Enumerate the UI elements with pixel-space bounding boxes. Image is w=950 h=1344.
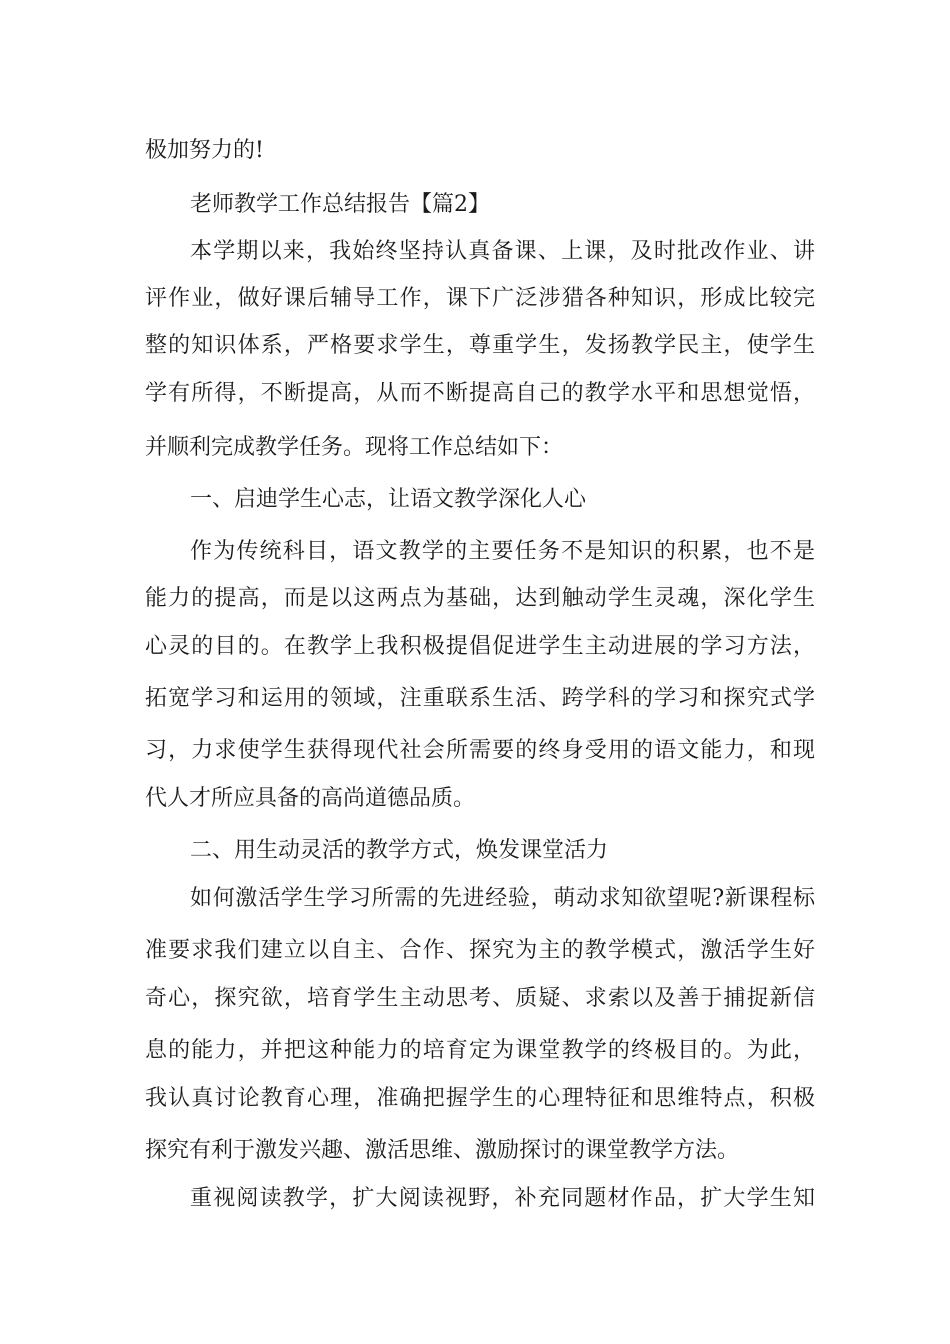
paragraph-line: 整的知识体系，严格要求学生，尊重学生，发扬教学民主，使学生: [145, 333, 815, 358]
paragraph-line: 并顺利完成教学任务。现将工作总结如下：: [145, 435, 564, 460]
paragraph-line: 心灵的目的。在教学上我积极提倡促进学生主动进展的学习方法，: [145, 634, 815, 659]
paragraph-line: 重视阅读教学，扩大阅读视野，补充同题材作品，扩大学生知: [190, 1186, 815, 1211]
paragraph-line: 本学期以来，我始终坚持认真备课、上课，及时批改作业、讲: [190, 239, 815, 264]
paragraph-line: 评作业，做好课后辅导工作，课下广泛涉猎各种知识，形成比较完: [145, 286, 815, 311]
paragraph-line: 习，力求使学生获得现代社会所需要的终身受用的语文能力，和现: [145, 738, 815, 763]
paragraph-line: 息的能力，并把这种能力的培育定为课堂教学的终极目的。为此，: [145, 1038, 815, 1063]
subheading-1: 一、启迪学生心志，让语文教学深化人心: [190, 487, 587, 512]
paragraph-line: 准要求我们建立以自主、合作、探究为主的教学模式，激活学生好: [145, 938, 815, 963]
paragraph-line: 探究有利于激发兴趣、激活思维、激励探讨的课堂教学方法。: [145, 1138, 740, 1163]
paragraph-line: 学有所得，不断提高，从而不断提高自己的教学水平和思想觉悟，: [145, 381, 815, 406]
paragraph-line: 奇心，探究欲，培育学生主动思考、质疑、求索以及善于捕捉新信: [145, 986, 815, 1011]
paragraph-line: 代人才所应具备的高尚道德品质。: [145, 786, 476, 811]
text-line-continuation: 极加努力的!: [145, 138, 264, 163]
section-heading-part-2: 老师教学工作总结报告【篇2】: [190, 192, 490, 217]
paragraph-line: 我认真讨论教育心理，准确把握学生的心理特征和思维特点，积极: [145, 1086, 815, 1111]
paragraph-line: 拓宽学习和运用的领域，注重联系生活、跨学科的学习和探究式学: [145, 686, 815, 711]
paragraph-line: 能力的提高，而是以这两点为基础，达到触动学生灵魂，深化学生: [145, 586, 815, 611]
paragraph-line: 作为传统科目，语文教学的主要任务不是知识的积累，也不是: [190, 539, 815, 564]
subheading-2: 二、用生动灵活的教学方式，焕发课堂活力: [190, 838, 609, 863]
paragraph-line: 如何激活学生学习所需的先进经验，萌动求知欲望呢?新课程标: [190, 886, 815, 911]
